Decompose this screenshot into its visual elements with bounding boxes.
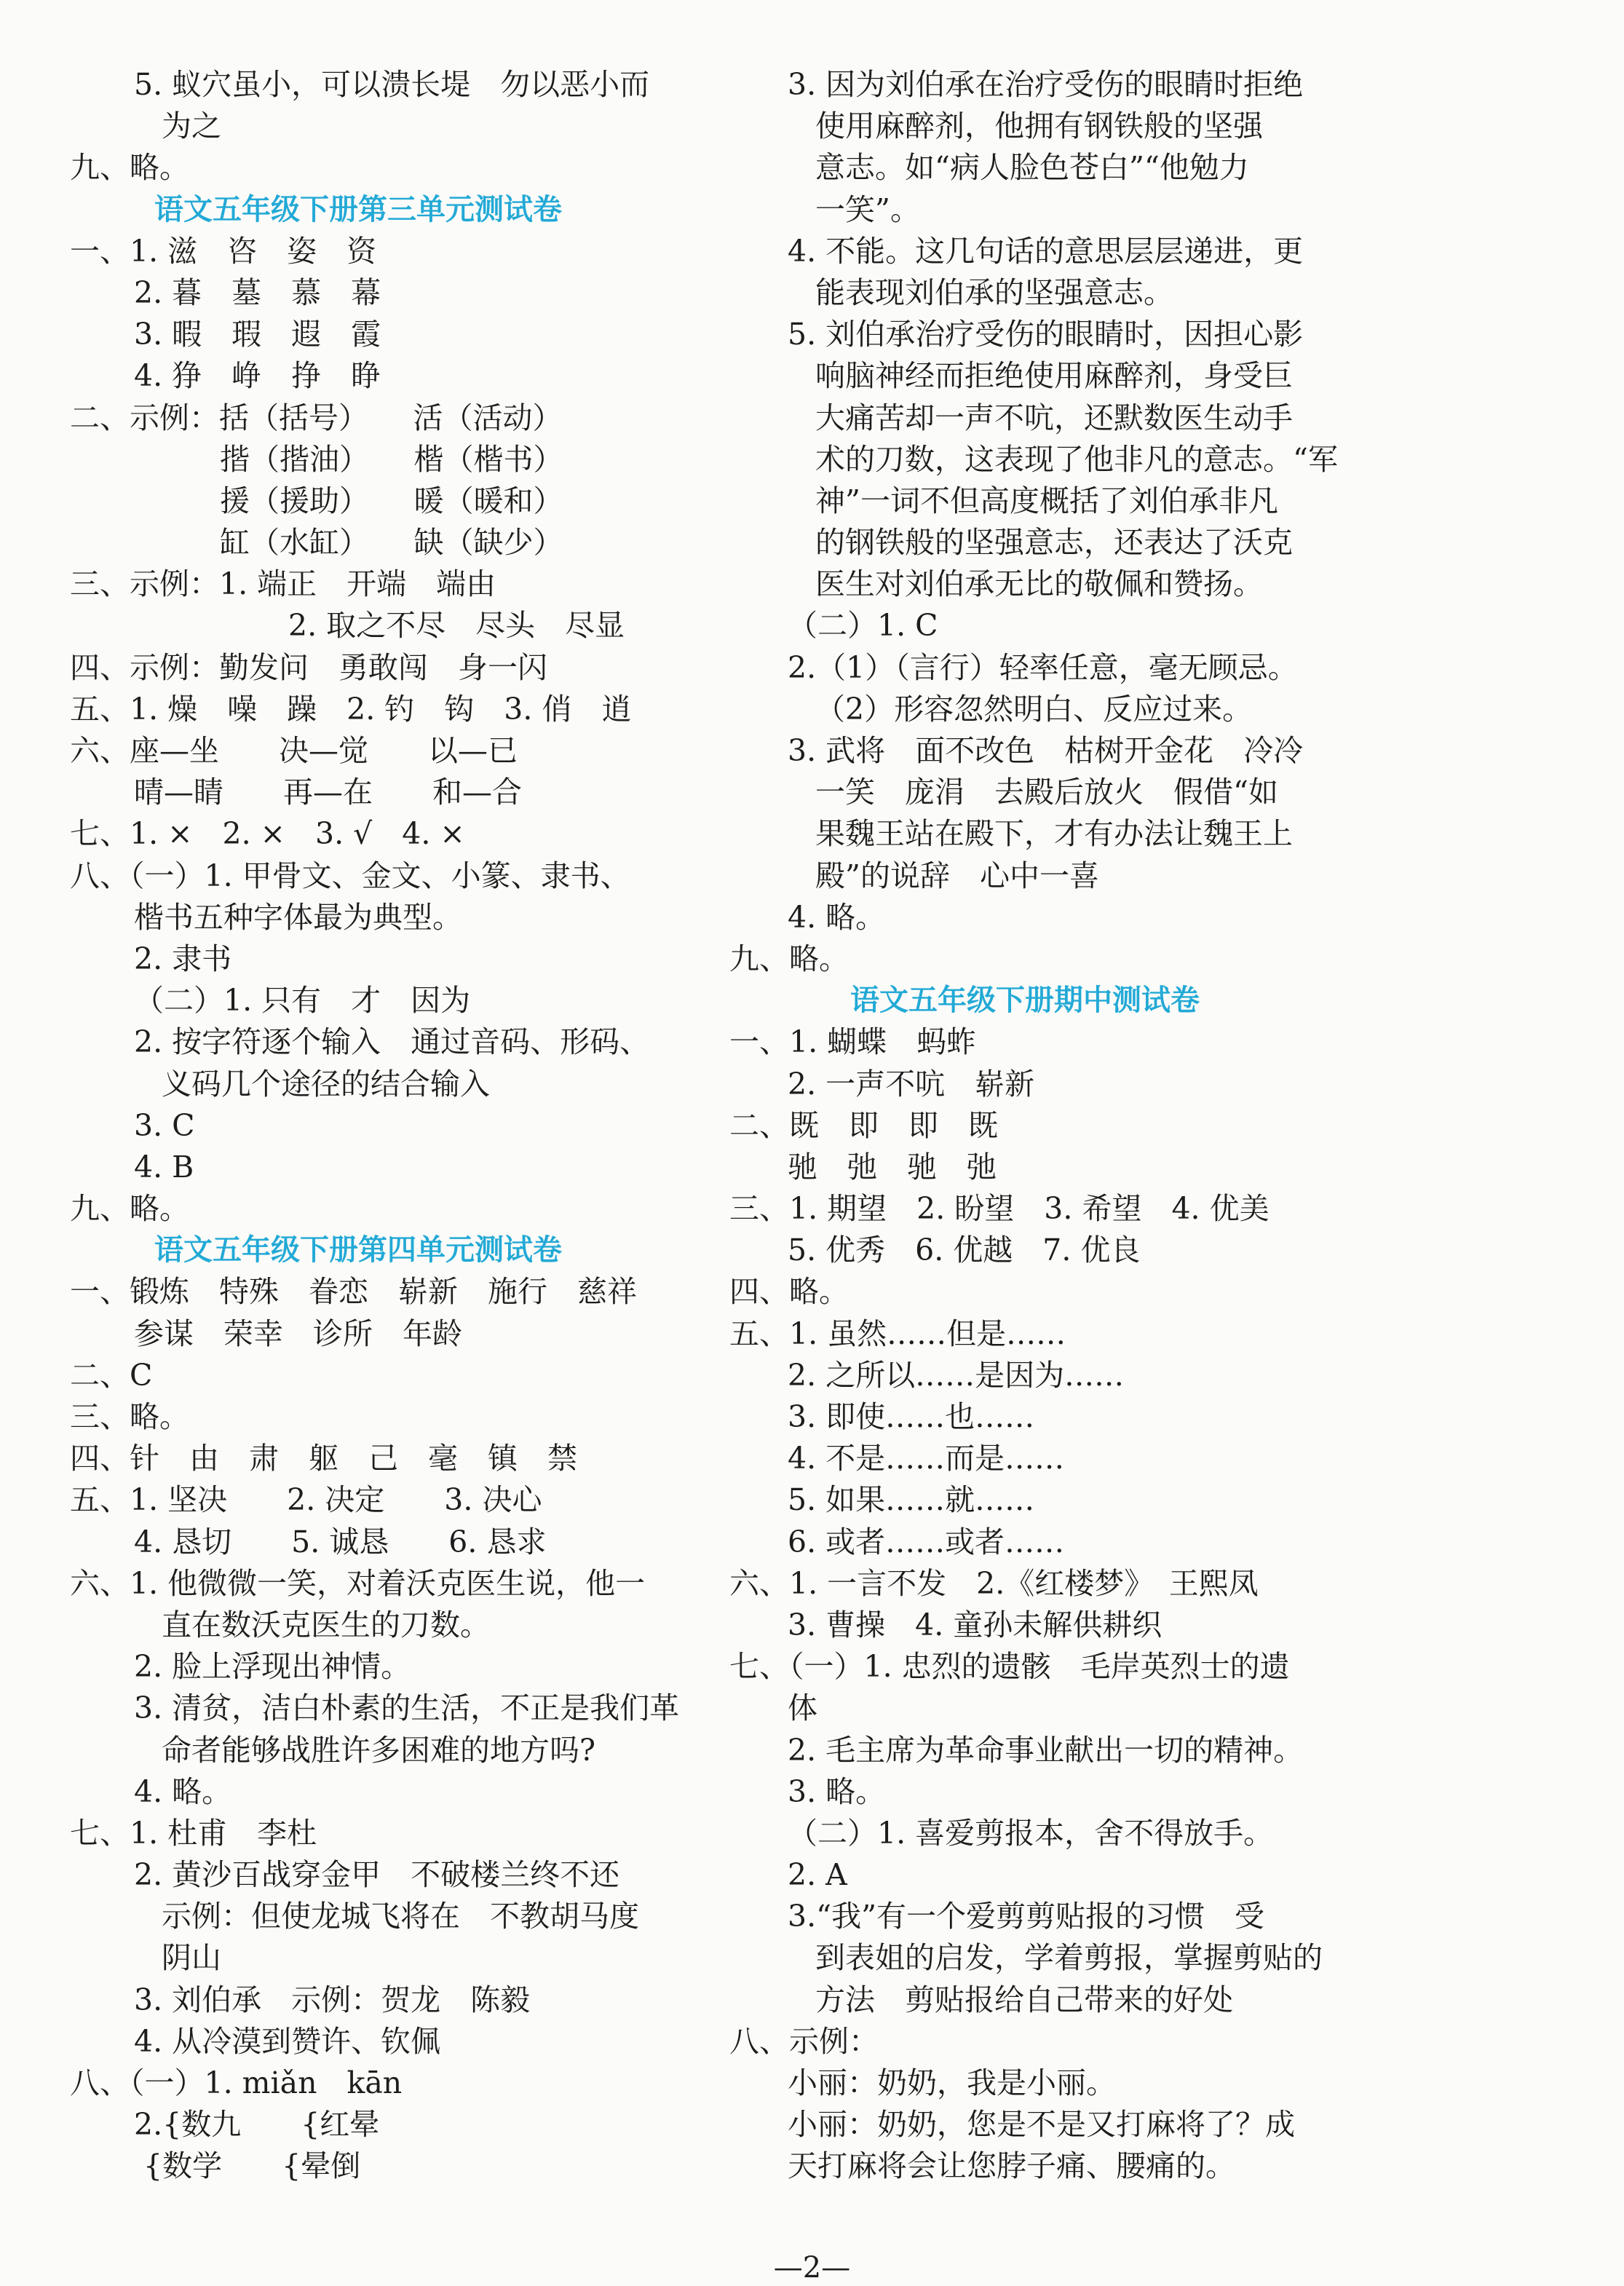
- answer-line: 驰 弛 驰 弛: [788, 1149, 997, 1184]
- answer-line: 4. B: [134, 1149, 194, 1184]
- answer-line: 2. 一声不吭 崭新: [788, 1066, 1035, 1102]
- answer-line: 2. 毛主席为革命事业献出一切的精神。: [788, 1732, 1304, 1768]
- answer-line: 小丽：奶奶，您是不是又打麻将了？成: [788, 2107, 1295, 2143]
- answer-line: 五、1. 虽然……但是……: [729, 1316, 1066, 1351]
- section-title: 语文五年级下册第三单元测试卷: [154, 192, 562, 226]
- answer-line: 5. 如果……就……: [788, 1482, 1035, 1518]
- answer-line: 4. 略。: [134, 1773, 232, 1809]
- answer-line: 天打麻将会让您脖子痛、腰痛的。: [788, 2148, 1235, 2184]
- right-column: [729, 64, 1530, 2188]
- page-number: —2—: [773, 2251, 851, 2285]
- answer-line: 2. 取之不尽 尽头 尽显: [288, 608, 625, 644]
- answer-line: 4. 略。: [788, 899, 886, 935]
- answer-line: 八、（一）1. 甲骨文、金文、小篆、隶书、: [70, 858, 630, 893]
- answer-line: 3. 清贫，洁白朴素的生活，不正是我们革: [134, 1690, 680, 1726]
- answer-line: 3. 武将 面不改色 枯树开金花 冷冷: [788, 733, 1304, 768]
- answer-line: 一笑 庞涓 去殿后放火 假借“如: [815, 775, 1278, 810]
- answer-line: 二、既 即 即 既: [729, 1107, 998, 1143]
- answer-line: 一、1. 蝴蝶 蚂蚱: [729, 1024, 977, 1060]
- answer-line: 四、针 由 肃 躯 己 毫 镇 禁: [70, 1441, 577, 1476]
- answer-line: 方法 剪贴报给自己带来的好处: [815, 1982, 1233, 2017]
- answer-line: {数学 {晕倒: [134, 2148, 361, 2184]
- answer-line: （2）形容忽然明白、反应过来。: [815, 691, 1253, 727]
- answer-line: 医生对刘伯承无比的敬佩和赞扬。: [815, 566, 1263, 602]
- answer-line: 意志。如“病人脸色苍白”“他勉力: [815, 150, 1249, 186]
- answer-line: 3. 刘伯承 示例：贺龙 陈毅: [134, 1982, 531, 2017]
- answer-line: 使用麻醉剂，他拥有钢铁般的坚强: [815, 108, 1263, 144]
- answer-line: 晴—睛 再—在 和—合: [134, 775, 522, 810]
- answer-line: 九、略。: [729, 941, 849, 976]
- answer-line: 五、1. 坚决 2. 决定 3. 决心: [70, 1482, 542, 1518]
- answer-line: 殿”的说辞 心中一喜: [815, 858, 1099, 893]
- answer-line: 术的刀数，这表现了他非凡的意志。“军: [815, 441, 1338, 477]
- answer-line: 3.“我”有一个爱剪剪贴报的习惯 受: [788, 1899, 1265, 1934]
- answer-line: 3. C: [134, 1107, 195, 1143]
- left-column: [70, 64, 769, 2188]
- answer-line: 4. 不能。这几句话的意思层层递进，更: [788, 233, 1304, 269]
- answer-line: 示例：但使龙城飞将在 不教胡马度: [162, 1899, 639, 1934]
- answer-line: 2.{数九 {红晕: [134, 2107, 380, 2143]
- answer-line: 2. 按字符逐个输入 通过音码、形码、: [134, 1024, 650, 1060]
- answer-line: 七、1. × 2. × 3. √ 4. ×: [70, 816, 465, 852]
- section-title: 语文五年级下册期中测试卷: [850, 984, 1200, 1018]
- answer-line: 八、示例：: [729, 2023, 879, 2059]
- answer-line: （二）1. 只有 才 因为: [134, 983, 471, 1019]
- answer-line: 4. 从冷漠到赞许、钦佩: [134, 2023, 441, 2059]
- answer-line: 四、示例：勤发问 勇敢闯 身一闪: [70, 649, 547, 685]
- answer-line: 缸（水缸） 缺（缺少）: [220, 525, 563, 561]
- answer-line: 六、座—坐 决—觉 以—已: [70, 733, 518, 768]
- answer-line: （二）1. C: [788, 608, 938, 644]
- answer-line: 楷书五种字体最为典型。: [134, 899, 462, 935]
- answer-line: 5. 蚁穴虽小，可以溃长堤 勿以恶小而: [134, 67, 650, 102]
- answer-line: 大痛苦却一声不吭，还默数医生动手: [815, 400, 1293, 435]
- answer-line: 二、C: [70, 1357, 153, 1393]
- answer-line: 3. 即使……也……: [788, 1399, 1035, 1434]
- answer-line: 七、（一）1. 忠烈的遗骸 毛岸英烈士的遗: [729, 1649, 1290, 1685]
- answer-line: 义码几个途径的结合输入: [162, 1066, 490, 1102]
- answer-line: 揩（揩油） 楷（楷书）: [220, 441, 563, 477]
- answer-line: 到表姐的启发，学着剪报，掌握剪贴的: [815, 1940, 1323, 1976]
- answer-line: 3. 暇 瑕 遐 霞: [134, 317, 381, 352]
- answer-line: 4. 恳切 5. 诚恳 6. 恳求: [134, 1524, 547, 1559]
- answer-line: 体: [788, 1690, 817, 1726]
- answer-line: 2. A: [788, 1857, 847, 1893]
- answer-line: 2. 之所以……是因为……: [788, 1357, 1125, 1393]
- answer-line: 三、略。: [70, 1399, 189, 1434]
- answer-line: 2. 暮 墓 慕 幕: [134, 274, 381, 310]
- answer-line: 神”一词不但高度概括了刘伯承非凡: [815, 483, 1278, 518]
- answer-line: （二）1. 喜爱剪报本，舍不得放手。: [788, 1815, 1274, 1851]
- answer-line: 六、1. 一言不发 2.《红楼梦》 王熙凤: [729, 1565, 1259, 1601]
- answer-line: 六、1. 他微微一笑，对着沃克医生说，他一: [70, 1565, 646, 1601]
- answer-line: 一笑”。: [815, 191, 920, 227]
- answer-line: 4. 狰 峥 挣 睁: [134, 358, 381, 394]
- answer-line: 为之: [162, 108, 221, 144]
- answer-line: 援（援助） 暖（暖和）: [220, 483, 563, 518]
- answer-line: 命者能够战胜许多困难的地方吗?: [162, 1732, 595, 1768]
- answer-line: 七、1. 杜甫 李杜: [70, 1815, 317, 1851]
- answer-line: 3. 曹操 4. 童孙未解供耕织: [788, 1607, 1162, 1642]
- answer-line: 三、1. 期望 2. 盼望 3. 希望 4. 优美: [729, 1191, 1270, 1227]
- answer-line: 三、示例：1. 端正 开端 端由: [70, 566, 496, 602]
- answer-line: 3. 因为刘伯承在治疗受伤的眼睛时拒绝: [788, 67, 1304, 102]
- answer-line: 阴山: [162, 1940, 221, 1976]
- answer-line: 2. 隶书: [134, 941, 232, 976]
- answer-line: 九、略。: [70, 150, 189, 186]
- answer-line: 四、略。: [729, 1274, 849, 1310]
- answer-line: 的钢铁般的坚强意志，还表达了沃克: [815, 525, 1293, 561]
- answer-line: 五、1. 燥 噪 躁 2. 钓 钩 3. 俏 逍: [70, 691, 632, 727]
- answer-line: 能表现刘伯承的坚强意志。: [815, 274, 1173, 310]
- section-title: 语文五年级下册第四单元测试卷: [154, 1233, 562, 1267]
- answer-line: 5. 刘伯承治疗受伤的眼睛时，因担心影: [788, 317, 1304, 352]
- answer-line: 2. 脸上浮现出神情。: [134, 1649, 411, 1685]
- answer-line: 一、锻炼 特殊 眷恋 崭新 施行 慈祥: [70, 1274, 637, 1310]
- answer-line: 参谋 荣幸 诊所 年龄: [134, 1316, 462, 1351]
- answer-line: 直在数沃克医生的刀数。: [162, 1607, 490, 1642]
- answer-line: 小丽：奶奶，我是小丽。: [788, 2065, 1116, 2100]
- answer-line: 一、1. 滋 咨 姿 资: [70, 233, 377, 269]
- answer-line: 5. 优秀 6. 优越 7. 优良: [788, 1233, 1141, 1268]
- answer-line: 3. 略。: [788, 1773, 886, 1809]
- answer-line: 2. 黄沙百战穿金甲 不破楼兰终不还: [134, 1857, 620, 1893]
- answer-line: 4. 不是……而是……: [788, 1441, 1065, 1476]
- answer-line: 二、示例：括（括号） 活（活动）: [70, 400, 563, 435]
- answer-line: 九、略。: [70, 1191, 189, 1227]
- answer-line: 2.（1）（言行）轻率任意，毫无顾忌。: [788, 649, 1298, 685]
- answer-line: 果魏王站在殿下，才有办法让魏王上: [815, 816, 1293, 852]
- answer-line: 6. 或者……或者……: [788, 1524, 1065, 1559]
- answer-line: 响脑神经而拒绝使用麻醉剂，身受巨: [815, 358, 1293, 394]
- answer-line: 八、（一）1. miǎn kān: [70, 2065, 403, 2100]
